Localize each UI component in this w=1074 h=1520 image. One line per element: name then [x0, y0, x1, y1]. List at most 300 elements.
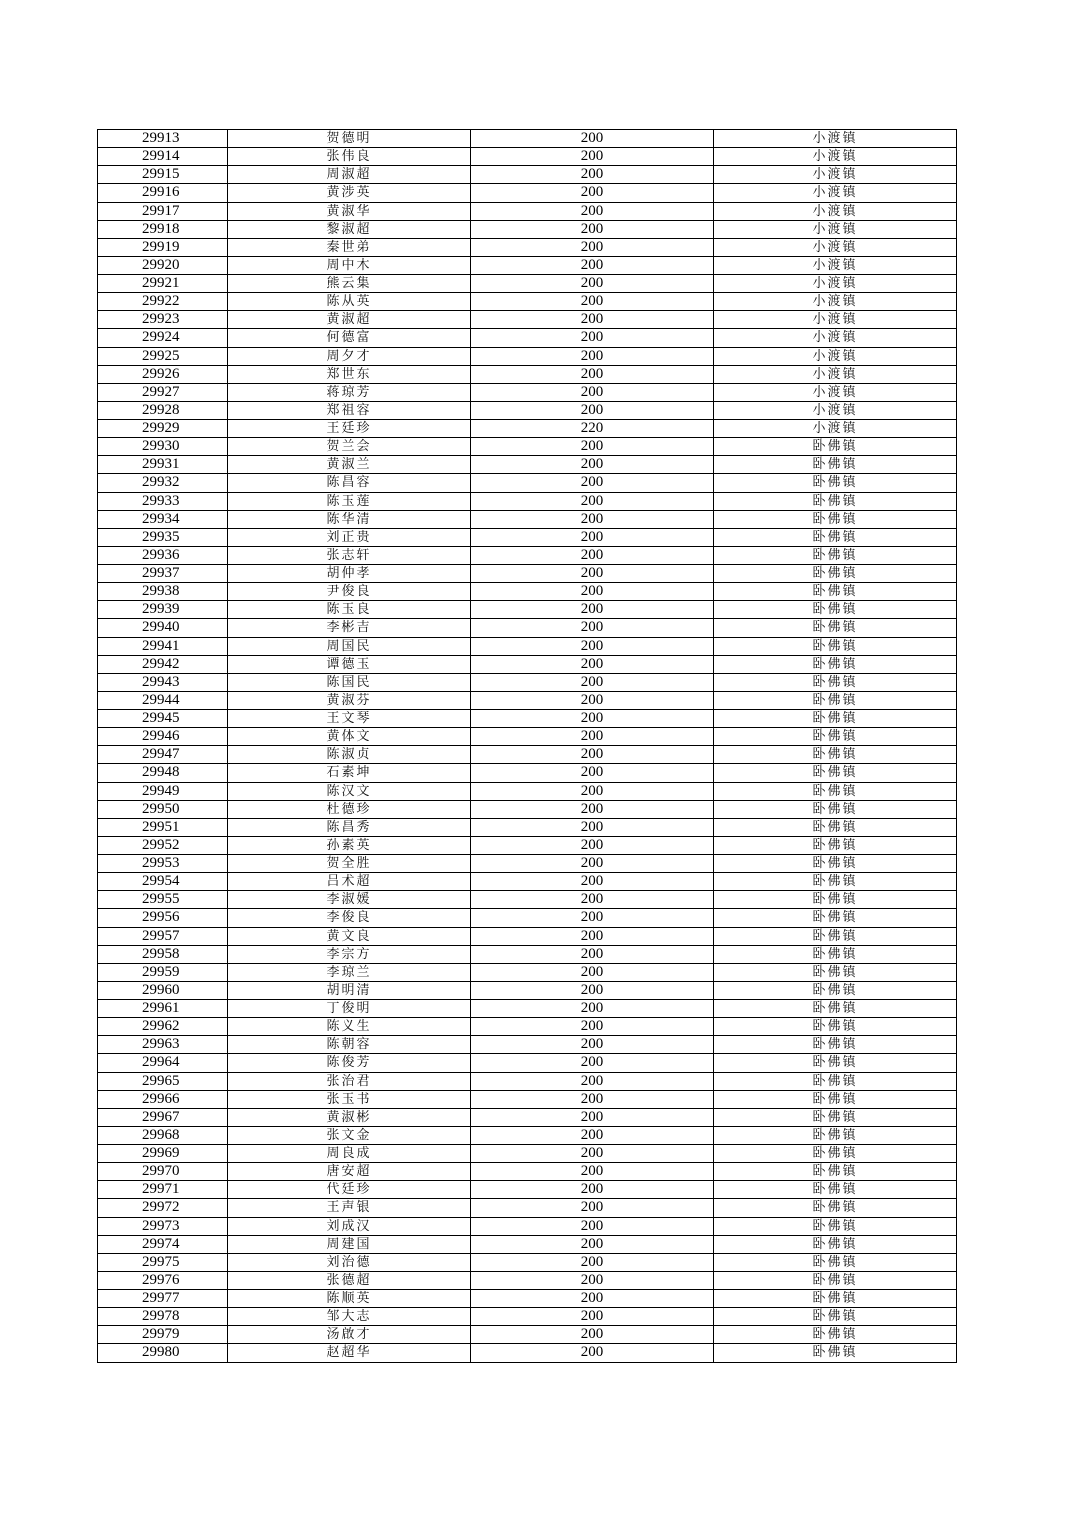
town-cell: 小渡镇: [714, 401, 957, 419]
row-id-cell: 29915: [98, 166, 228, 184]
table-row: [98, 728, 957, 746]
name-cell: 刘治德: [228, 1253, 471, 1271]
table-row: [98, 1036, 957, 1054]
table-row: [98, 365, 957, 383]
amount-cell: 200: [471, 1054, 714, 1072]
row-id-cell: 29944: [98, 691, 228, 709]
town-cell: 小渡镇: [714, 166, 957, 184]
name-cell: 陈俊芳: [228, 1054, 471, 1072]
town-cell: 小渡镇: [714, 329, 957, 347]
amount-cell: 200: [471, 202, 714, 220]
name-cell: 黄涉英: [228, 184, 471, 202]
row-id-cell: 29972: [98, 1199, 228, 1217]
name-cell: 邹大志: [228, 1308, 471, 1326]
amount-cell: 200: [471, 746, 714, 764]
row-id-cell: 29954: [98, 873, 228, 891]
table-row: [98, 184, 957, 202]
table-row: [98, 238, 957, 256]
amount-cell: 200: [471, 1271, 714, 1289]
row-id-cell: 29942: [98, 655, 228, 673]
town-cell: 卧佛镇: [714, 691, 957, 709]
row-id-cell: 29941: [98, 637, 228, 655]
row-id-cell: 29923: [98, 311, 228, 329]
name-cell: 李彬吉: [228, 619, 471, 637]
town-cell: 小渡镇: [714, 148, 957, 166]
amount-cell: 200: [471, 510, 714, 528]
amount-cell: 200: [471, 130, 714, 148]
row-id-cell: 29931: [98, 456, 228, 474]
table-row: [98, 256, 957, 274]
amount-cell: 200: [471, 782, 714, 800]
row-id-cell: 29964: [98, 1054, 228, 1072]
table-row: [98, 782, 957, 800]
row-id-cell: 29965: [98, 1072, 228, 1090]
name-cell: 熊云集: [228, 275, 471, 293]
row-id-cell: 29957: [98, 927, 228, 945]
name-cell: 刘正贵: [228, 528, 471, 546]
name-cell: 周建国: [228, 1235, 471, 1253]
name-cell: 胡仲孝: [228, 565, 471, 583]
row-id-cell: 29969: [98, 1145, 228, 1163]
name-cell: 陈华清: [228, 510, 471, 528]
row-id-cell: 29953: [98, 855, 228, 873]
row-id-cell: 29959: [98, 963, 228, 981]
row-id-cell: 29938: [98, 583, 228, 601]
table-row: [98, 293, 957, 311]
amount-cell: 200: [471, 710, 714, 728]
amount-cell: 200: [471, 800, 714, 818]
town-cell: 卧佛镇: [714, 927, 957, 945]
town-cell: 卧佛镇: [714, 1072, 957, 1090]
table-row: [98, 1271, 957, 1289]
row-id-cell: 29963: [98, 1036, 228, 1054]
table-row: [98, 963, 957, 981]
town-cell: 卧佛镇: [714, 945, 957, 963]
town-cell: 卧佛镇: [714, 456, 957, 474]
row-id-cell: 29975: [98, 1253, 228, 1271]
table-row: [98, 637, 957, 655]
amount-cell: 200: [471, 673, 714, 691]
table-row: [98, 764, 957, 782]
amount-cell: 200: [471, 474, 714, 492]
table-row: [98, 1072, 957, 1090]
name-cell: 张志轩: [228, 546, 471, 564]
row-id-cell: 29980: [98, 1344, 228, 1362]
amount-cell: 200: [471, 1344, 714, 1362]
row-id-cell: 29979: [98, 1326, 228, 1344]
row-id-cell: 29926: [98, 365, 228, 383]
table-row: [98, 347, 957, 365]
town-cell: 卧佛镇: [714, 619, 957, 637]
town-cell: 卧佛镇: [714, 1308, 957, 1326]
table-row: [98, 1235, 957, 1253]
amount-cell: 200: [471, 873, 714, 891]
amount-cell: 200: [471, 927, 714, 945]
table-row: [98, 746, 957, 764]
name-cell: 谭德玉: [228, 655, 471, 673]
amount-cell: 200: [471, 275, 714, 293]
table-row: [98, 927, 957, 945]
row-id-cell: 29949: [98, 782, 228, 800]
name-cell: 黄文良: [228, 927, 471, 945]
table-row: [98, 1163, 957, 1181]
row-id-cell: 29937: [98, 565, 228, 583]
table-row: [98, 673, 957, 691]
row-id-cell: 29922: [98, 293, 228, 311]
town-cell: 卧佛镇: [714, 1054, 957, 1072]
row-id-cell: 29970: [98, 1163, 228, 1181]
table-row: [98, 691, 957, 709]
town-cell: 卧佛镇: [714, 710, 957, 728]
table-row: [98, 546, 957, 564]
table-row: [98, 456, 957, 474]
name-cell: 黄淑彬: [228, 1108, 471, 1126]
table-row: [98, 1344, 957, 1362]
row-id-cell: 29950: [98, 800, 228, 818]
name-cell: 胡明清: [228, 981, 471, 999]
town-cell: 小渡镇: [714, 365, 957, 383]
name-cell: 陈国民: [228, 673, 471, 691]
name-cell: 黄淑华: [228, 202, 471, 220]
amount-cell: 200: [471, 1235, 714, 1253]
town-cell: 卧佛镇: [714, 855, 957, 873]
row-id-cell: 29974: [98, 1235, 228, 1253]
town-cell: 小渡镇: [714, 220, 957, 238]
table-row: [98, 528, 957, 546]
amount-cell: 200: [471, 1000, 714, 1018]
name-cell: 李淑媛: [228, 891, 471, 909]
name-cell: 杜德珍: [228, 800, 471, 818]
town-cell: 卧佛镇: [714, 438, 957, 456]
table-row: [98, 1308, 957, 1326]
town-cell: 卧佛镇: [714, 1018, 957, 1036]
table-row: [98, 818, 957, 836]
amount-cell: 200: [471, 148, 714, 166]
row-id-cell: 29978: [98, 1308, 228, 1326]
name-cell: 贺兰会: [228, 438, 471, 456]
row-id-cell: 29919: [98, 238, 228, 256]
town-cell: 小渡镇: [714, 130, 957, 148]
town-cell: 卧佛镇: [714, 1235, 957, 1253]
amount-cell: 200: [471, 1253, 714, 1271]
table-row: [98, 909, 957, 927]
amount-cell: 200: [471, 401, 714, 419]
town-cell: 卧佛镇: [714, 873, 957, 891]
table-row: [98, 583, 957, 601]
name-cell: 吕术超: [228, 873, 471, 891]
amount-cell: 200: [471, 891, 714, 909]
town-cell: 卧佛镇: [714, 1181, 957, 1199]
town-cell: 小渡镇: [714, 202, 957, 220]
name-cell: 蒋琼芳: [228, 383, 471, 401]
table-row: [98, 1090, 957, 1108]
town-cell: 卧佛镇: [714, 728, 957, 746]
table-row: [98, 130, 957, 148]
row-id-cell: 29932: [98, 474, 228, 492]
table-row: [98, 800, 957, 818]
table-row: [98, 710, 957, 728]
row-id-cell: 29927: [98, 383, 228, 401]
amount-cell: 200: [471, 1126, 714, 1144]
row-id-cell: 29960: [98, 981, 228, 999]
amount-cell: 200: [471, 329, 714, 347]
amount-cell: 200: [471, 691, 714, 709]
town-cell: 卧佛镇: [714, 528, 957, 546]
amount-cell: 200: [471, 945, 714, 963]
amount-cell: 200: [471, 1072, 714, 1090]
table-row: [98, 438, 957, 456]
table-row: [98, 1290, 957, 1308]
amount-cell: 200: [471, 1290, 714, 1308]
amount-cell: 200: [471, 619, 714, 637]
town-cell: 小渡镇: [714, 275, 957, 293]
row-id-cell: 29920: [98, 256, 228, 274]
row-id-cell: 29918: [98, 220, 228, 238]
amount-cell: 200: [471, 365, 714, 383]
row-id-cell: 29967: [98, 1108, 228, 1126]
amount-cell: 200: [471, 1145, 714, 1163]
name-cell: 代廷珍: [228, 1181, 471, 1199]
name-cell: 周淑超: [228, 166, 471, 184]
name-cell: 周良成: [228, 1145, 471, 1163]
amount-cell: 200: [471, 963, 714, 981]
name-cell: 郑世东: [228, 365, 471, 383]
amount-cell: 200: [471, 909, 714, 927]
town-cell: 卧佛镇: [714, 1217, 957, 1235]
table-row: [98, 420, 957, 438]
amount-cell: 200: [471, 347, 714, 365]
town-cell: 卧佛镇: [714, 1090, 957, 1108]
table-row: [98, 148, 957, 166]
row-id-cell: 29968: [98, 1126, 228, 1144]
amount-cell: 200: [471, 1090, 714, 1108]
name-cell: 张德超: [228, 1271, 471, 1289]
row-id-cell: 29958: [98, 945, 228, 963]
row-id-cell: 29948: [98, 764, 228, 782]
amount-cell: 200: [471, 836, 714, 854]
name-cell: 黄淑超: [228, 311, 471, 329]
amount-cell: 200: [471, 256, 714, 274]
town-cell: 卧佛镇: [714, 546, 957, 564]
row-id-cell: 29929: [98, 420, 228, 438]
name-cell: 陈玉良: [228, 601, 471, 619]
row-id-cell: 29976: [98, 1271, 228, 1289]
amount-cell: 200: [471, 456, 714, 474]
amount-cell: 200: [471, 728, 714, 746]
row-id-cell: 29956: [98, 909, 228, 927]
table-row: [98, 474, 957, 492]
name-cell: 张伟良: [228, 148, 471, 166]
name-cell: 陈昌容: [228, 474, 471, 492]
table-row: [98, 601, 957, 619]
table-row: [98, 329, 957, 347]
amount-cell: 200: [471, 565, 714, 583]
name-cell: 赵超华: [228, 1344, 471, 1362]
amount-cell: 200: [471, 764, 714, 782]
town-cell: 卧佛镇: [714, 655, 957, 673]
town-cell: 卧佛镇: [714, 673, 957, 691]
name-cell: 郑祖容: [228, 401, 471, 419]
town-cell: 卧佛镇: [714, 963, 957, 981]
town-cell: 卧佛镇: [714, 1290, 957, 1308]
name-cell: 陈淑贞: [228, 746, 471, 764]
amount-cell: 200: [471, 655, 714, 673]
name-cell: 刘成汉: [228, 1217, 471, 1235]
table-row: [98, 383, 957, 401]
town-cell: 卧佛镇: [714, 1036, 957, 1054]
table-row: [98, 492, 957, 510]
row-id-cell: 29977: [98, 1290, 228, 1308]
name-cell: 周中木: [228, 256, 471, 274]
table-row: [98, 311, 957, 329]
name-cell: 陈昌秀: [228, 818, 471, 836]
row-id-cell: 29945: [98, 710, 228, 728]
row-id-cell: 29913: [98, 130, 228, 148]
name-cell: 贺全胜: [228, 855, 471, 873]
amount-cell: 200: [471, 855, 714, 873]
row-id-cell: 29973: [98, 1217, 228, 1235]
name-cell: 黄淑芬: [228, 691, 471, 709]
amount-cell: 200: [471, 220, 714, 238]
table-row: [98, 1181, 957, 1199]
amount-cell: 200: [471, 1199, 714, 1217]
town-cell: 卧佛镇: [714, 510, 957, 528]
town-cell: 卧佛镇: [714, 1344, 957, 1362]
amount-cell: 200: [471, 528, 714, 546]
town-cell: 小渡镇: [714, 293, 957, 311]
town-cell: 卧佛镇: [714, 637, 957, 655]
town-cell: 小渡镇: [714, 238, 957, 256]
row-id-cell: 29928: [98, 401, 228, 419]
town-cell: 卧佛镇: [714, 836, 957, 854]
table-row: [98, 855, 957, 873]
town-cell: 卧佛镇: [714, 1253, 957, 1271]
name-cell: 陈义生: [228, 1018, 471, 1036]
amount-cell: 200: [471, 438, 714, 456]
name-cell: 黄淑兰: [228, 456, 471, 474]
table-row: [98, 945, 957, 963]
table-row: [98, 166, 957, 184]
town-cell: 小渡镇: [714, 311, 957, 329]
name-cell: 陈从英: [228, 293, 471, 311]
name-cell: 李俊良: [228, 909, 471, 927]
name-cell: 汤啟才: [228, 1326, 471, 1344]
row-id-cell: 29961: [98, 1000, 228, 1018]
row-id-cell: 29951: [98, 818, 228, 836]
name-cell: 丁俊明: [228, 1000, 471, 1018]
table-row: [98, 1054, 957, 1072]
town-cell: 卧佛镇: [714, 1199, 957, 1217]
name-cell: 王廷珍: [228, 420, 471, 438]
row-id-cell: 29946: [98, 728, 228, 746]
town-cell: 卧佛镇: [714, 891, 957, 909]
town-cell: 卧佛镇: [714, 746, 957, 764]
amount-cell: 200: [471, 311, 714, 329]
table-row: [98, 655, 957, 673]
row-id-cell: 29916: [98, 184, 228, 202]
name-cell: 石素坤: [228, 764, 471, 782]
amount-cell: 200: [471, 492, 714, 510]
town-cell: 卧佛镇: [714, 1326, 957, 1344]
town-cell: 卧佛镇: [714, 601, 957, 619]
name-cell: 秦世弟: [228, 238, 471, 256]
town-cell: 卧佛镇: [714, 1271, 957, 1289]
town-cell: 卧佛镇: [714, 1163, 957, 1181]
amount-cell: 200: [471, 1308, 714, 1326]
amount-cell: 200: [471, 637, 714, 655]
table-row: [98, 1253, 957, 1271]
table-row: [98, 401, 957, 419]
amount-cell: 200: [471, 238, 714, 256]
amount-cell: 200: [471, 818, 714, 836]
amount-cell: 200: [471, 166, 714, 184]
table-row: [98, 565, 957, 583]
name-cell: 何德富: [228, 329, 471, 347]
town-cell: 卧佛镇: [714, 764, 957, 782]
table-row: [98, 220, 957, 238]
row-id-cell: 29921: [98, 275, 228, 293]
name-cell: 李琼兰: [228, 963, 471, 981]
name-cell: 陈顺英: [228, 1290, 471, 1308]
name-cell: 黄体文: [228, 728, 471, 746]
town-cell: 卧佛镇: [714, 1108, 957, 1126]
name-cell: 唐安超: [228, 1163, 471, 1181]
amount-cell: 200: [471, 1181, 714, 1199]
row-id-cell: 29962: [98, 1018, 228, 1036]
amount-cell: 200: [471, 1108, 714, 1126]
name-cell: 贺德明: [228, 130, 471, 148]
row-id-cell: 29955: [98, 891, 228, 909]
table-row: [98, 510, 957, 528]
amount-cell: 200: [471, 1326, 714, 1344]
row-id-cell: 29947: [98, 746, 228, 764]
town-cell: 小渡镇: [714, 383, 957, 401]
row-id-cell: 29940: [98, 619, 228, 637]
name-cell: 王文琴: [228, 710, 471, 728]
town-cell: 卧佛镇: [714, 818, 957, 836]
row-id-cell: 29943: [98, 673, 228, 691]
name-cell: 黎淑超: [228, 220, 471, 238]
table-row: [98, 1217, 957, 1235]
town-cell: 卧佛镇: [714, 1126, 957, 1144]
name-cell: 陈朝容: [228, 1036, 471, 1054]
amount-cell: 200: [471, 583, 714, 601]
amount-cell: 200: [471, 1018, 714, 1036]
amount-cell: 200: [471, 1163, 714, 1181]
table-row: [98, 981, 957, 999]
town-cell: 卧佛镇: [714, 782, 957, 800]
table-row: [98, 1326, 957, 1344]
name-cell: 陈玉莲: [228, 492, 471, 510]
town-cell: 小渡镇: [714, 184, 957, 202]
row-id-cell: 29966: [98, 1090, 228, 1108]
name-cell: 张治君: [228, 1072, 471, 1090]
amount-cell: 200: [471, 1036, 714, 1054]
table-row: [98, 202, 957, 220]
row-id-cell: 29934: [98, 510, 228, 528]
roster-table-body: [98, 130, 957, 1363]
row-id-cell: 29924: [98, 329, 228, 347]
row-id-cell: 29971: [98, 1181, 228, 1199]
row-id-cell: 29930: [98, 438, 228, 456]
table-row: [98, 1000, 957, 1018]
amount-cell: 200: [471, 981, 714, 999]
town-cell: 卧佛镇: [714, 981, 957, 999]
row-id-cell: 29925: [98, 347, 228, 365]
town-cell: 卧佛镇: [714, 492, 957, 510]
name-cell: 尹俊良: [228, 583, 471, 601]
name-cell: 周国民: [228, 637, 471, 655]
